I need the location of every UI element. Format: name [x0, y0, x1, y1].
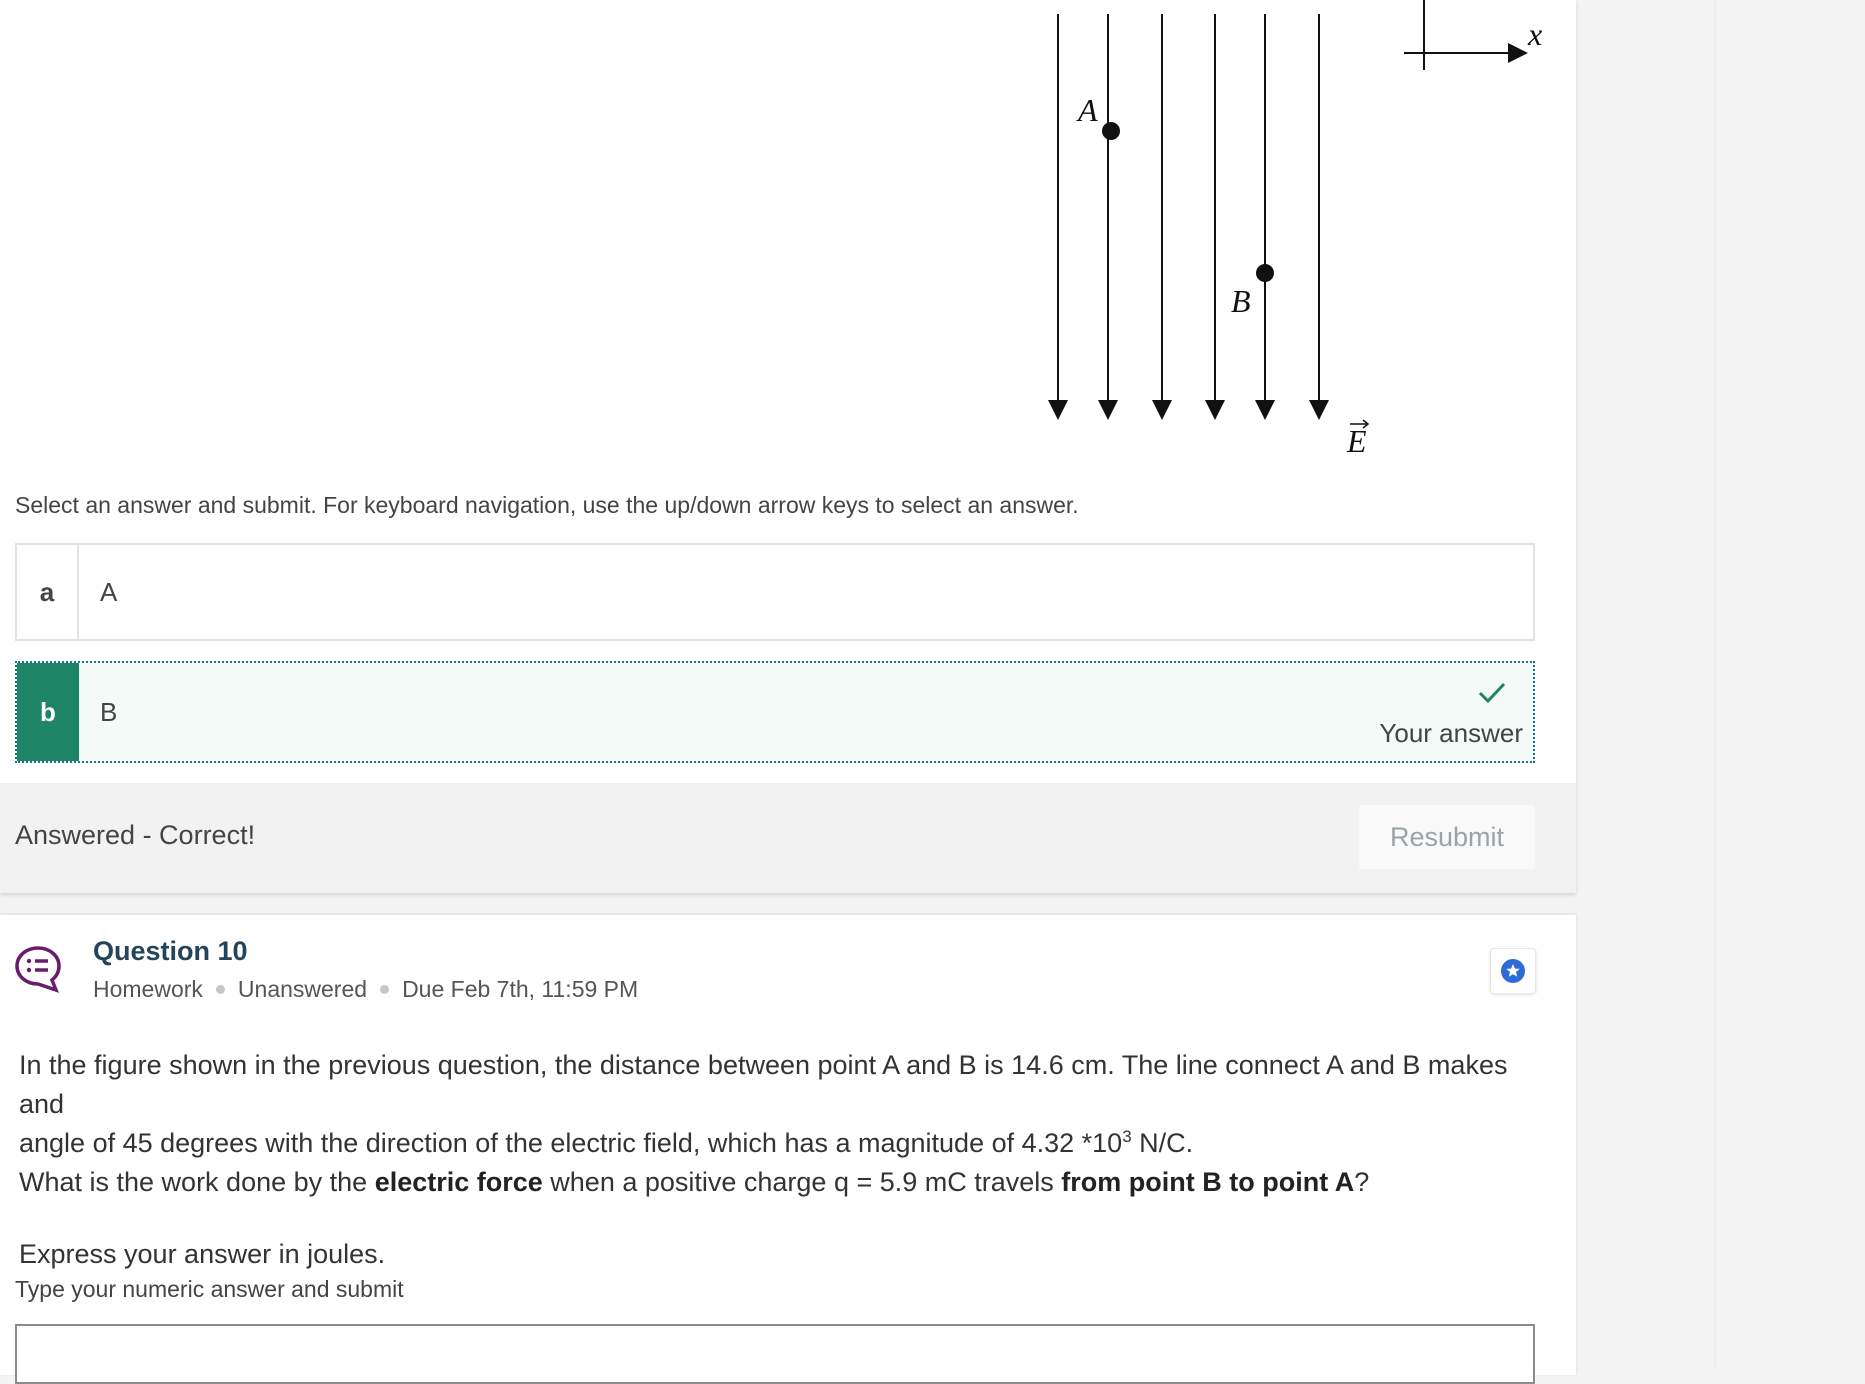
question-answer-state: Unanswered	[237, 976, 368, 1002]
question-type: Homework	[93, 976, 203, 1002]
field-lines	[1058, 14, 1319, 410]
answer-option-a[interactable]	[15, 543, 1535, 641]
coordinate-axes	[1404, 0, 1518, 70]
option-text: A	[100, 576, 118, 607]
point-b-dot	[1256, 264, 1274, 282]
numeric-answer-prompt: Type your numeric answer and submit	[15, 1276, 404, 1302]
separator-dot	[380, 985, 389, 994]
resubmit-button[interactable]: Resubmit	[1359, 805, 1535, 869]
question-due-date: Due Feb 7th, 11:59 PM	[402, 976, 639, 1002]
question-body	[19, 1046, 1539, 1274]
answer-instructions: Select an answer and submit. For keyboard navigation, use the up/down arrow keys to select an answer.	[15, 492, 1079, 518]
point-a-dot	[1102, 122, 1120, 140]
star-badge-icon	[1500, 958, 1526, 984]
question-text-line: Express your answer in joules.	[19, 1239, 386, 1269]
x-axis-label: x	[1528, 16, 1543, 52]
answer-footer	[0, 783, 1576, 893]
numeric-answer-input[interactable]	[15, 1324, 1535, 1384]
multiple-choice-chat-icon	[14, 945, 62, 993]
question-title: Question 10	[93, 936, 248, 966]
option-letter: a	[17, 545, 79, 639]
bookmark-button[interactable]	[1490, 948, 1536, 994]
checkmark-icon	[1477, 681, 1507, 705]
right-gutter	[1576, 0, 1865, 1368]
point-a-label: A	[1078, 92, 1098, 128]
separator-dot	[216, 985, 225, 994]
field-vector-label: E	[1347, 423, 1367, 459]
option-letter: b	[17, 663, 79, 761]
point-b-label: B	[1231, 283, 1251, 319]
question-text-line: In the figure shown in the previous question, the distance between point A and B is 14.6 cm. The line connect A and B makes and	[19, 1050, 1508, 1119]
question-text-line: What is the work done by the electric force when a positive charge q = 5.9 mC travels from point B to point A?	[19, 1167, 1370, 1197]
answer-status: Answered - Correct!	[15, 820, 256, 850]
scroll-track	[1714, 0, 1716, 1368]
question-text-line: angle of 45 degrees with the direction of the electric field, which has a magnitude of 4.32 $*10^3$ N/C.	[19, 1127, 1194, 1158]
your-answer-label: Your answer	[1379, 718, 1523, 748]
answer-option-b[interactable]	[15, 661, 1535, 763]
question-meta	[93, 976, 638, 1003]
option-text: B	[100, 696, 118, 727]
electric-field-figure	[0, 0, 1576, 470]
